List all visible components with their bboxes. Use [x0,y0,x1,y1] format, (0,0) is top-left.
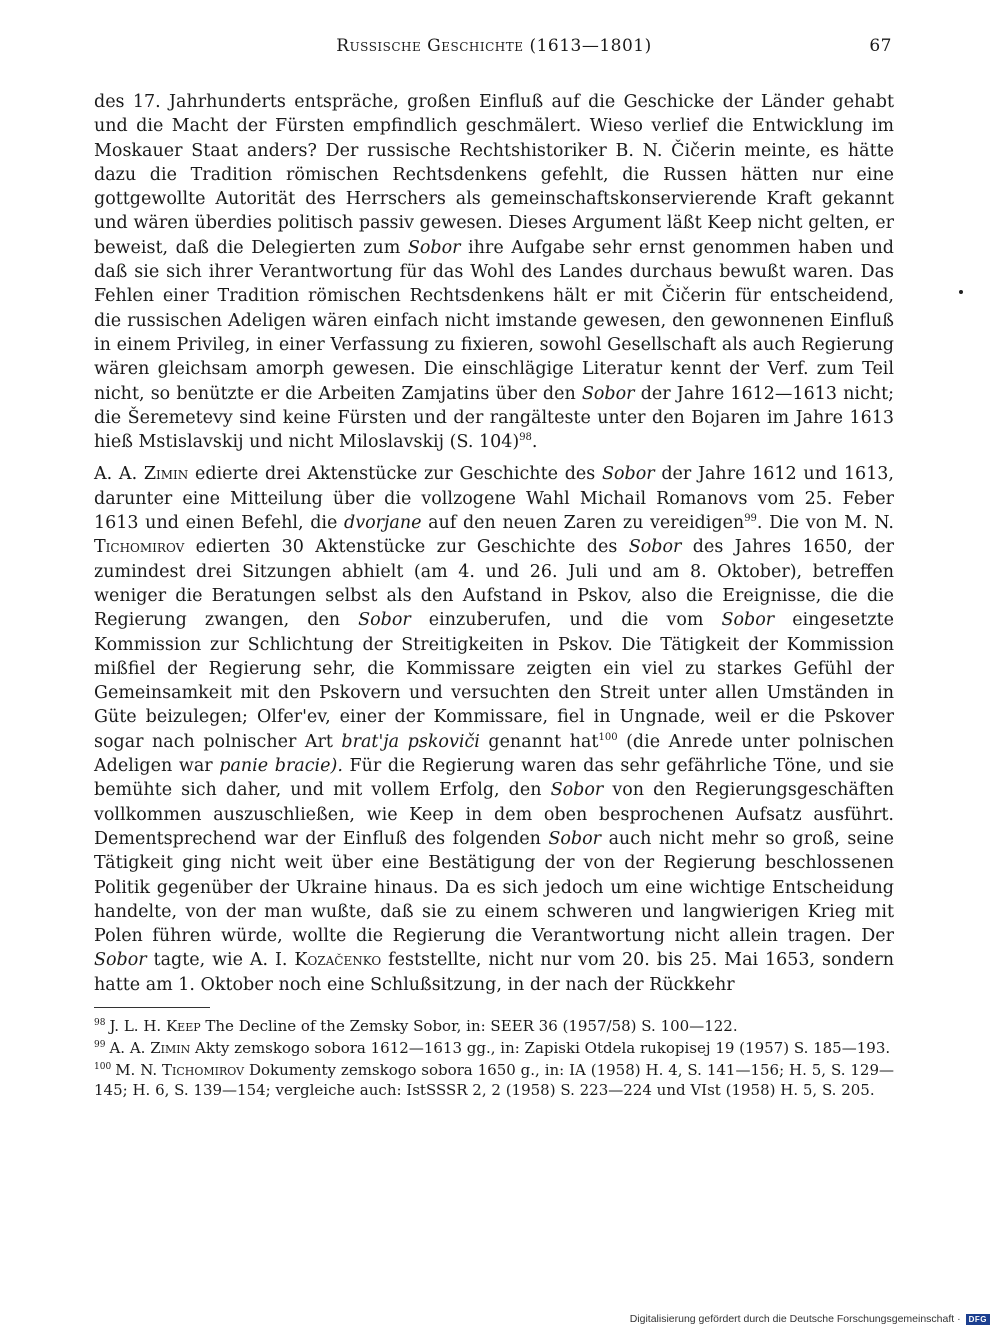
text-run: A. A. [94,464,144,485]
body-text [94,90,894,997]
italic-term: Sobor [628,537,682,558]
italic-term: brat'ja pskoviči [341,731,480,752]
footnote-text: M. N. [115,1060,163,1079]
text-run: eingesetzte Kommission zur Schlichtung der Streitigkeiten in Pskov. Die Tätigkeit der Kommission mißfiel der Regierung sehr, die Kommissare zeigten ein viel zu starkes Gefühl der Gemeinsamkeit mit den Pskovern und versuchten den Streit unter allen Umständen in Güte beizulegen; Olfer'ev, einer der Kommissare, fiel in Ungnade, weil er die Pskover sogar nach polnischer Art [94,610,894,752]
footnote-ref-100[interactable]: 100 [598,731,618,743]
text-run: edierten 30 Aktenstücke zur Geschichte des [184,537,629,558]
author-name: Zimin [143,464,189,485]
funding-notice [630,1313,990,1325]
text-run: auch nicht mehr so groß, seine Tätigkeit ging nicht weit über eine Bestätigung der von der Regierung beschlossenen Politik gegenüber der Ukraine hinaus. Da es sich jedoch um eine wichtige Entscheidung handelte, von der man wußte, daß sie zu einem schweren und langwierigen Krieg mit Polen führen würde, wollte die Regierung die Verantwortung nicht allein tragen. Der [94,828,894,947]
text-run: des 17. Jahrhunderts entspräche, großen Einfluß auf die Geschicke der Länder gehabt und die Macht der Fürsten empfindlich geschmälert. Wieso verlief die Entwicklung im Moskauer Staat anders? Der russische Rechtshistoriker B. N. Čičerin meinte, es hätte dazu die Tradition römischen Rechtsdenkens gefehlt, die Russen hätten nur eine gottgewollte Autorität des Herrschers als gemeinschaftskonservierende Kraft gekannt und wären überdies politisch passiv gewesen. Dieses Argument läßt Keep nicht gelten, er beweist, daß die Delegierten zum [94,92,894,258]
text-run: genannt hat [479,731,599,752]
text-run: der Jahre 1612 und 1613, darunter eine Mitteilung über die vollzogene Wahl Michail Romanovs vom 25. Feber 1613 und einen Befehl, die [94,464,894,534]
text-run: (die Anrede unter polnischen Adeligen war [94,731,894,777]
footnote-99 [94,1038,894,1058]
footnote-number: 100 [94,1061,112,1072]
italic-term: Sobor [407,237,461,258]
italic-term: Sobor [94,950,147,971]
footnote-ref-99[interactable]: 99 [744,513,757,525]
margin-mark [959,290,963,294]
footnotes [94,1016,894,1100]
italic-term: Sobor [548,828,602,849]
footnote-text: A. A. [109,1038,151,1057]
footnote-text: The Decline of the Zemsky Sobor, in: SEER 36 (1957/58) S. 100—122. [200,1016,738,1035]
text-run: . Die von M. N. [756,513,894,534]
footnote-number: 98 [94,1017,106,1028]
author-name: Keep [165,1016,201,1035]
text-run: einzuberufen, und die vom [410,610,722,631]
text-run: tagte, wie A. I. [146,950,295,971]
italic-term: Sobor [721,610,775,631]
funding-text: Digitalisierung gefördert durch die Deutsche Forschungsgemeinschaft · [629,1313,961,1325]
footnote-100 [94,1060,894,1100]
footnote-text: J. L. H. [109,1016,166,1035]
dfg-logo: DFG [966,1314,990,1325]
footnote-number: 99 [94,1039,106,1050]
author-name: Tichomirov [162,1060,245,1079]
text-run: des Jahres 1650, der zumindest drei Sitzungen abhielt (am 4. und 26. Juli und am 8. Oktober), betreffen weniger die Beratungen selbst als den Aufstand in Pskov, also die Ereignisse, die die Regierung zwangen, den [94,537,894,631]
italic-term: dvorjane [344,513,422,534]
text-run: auf den neuen Zaren zu vereidigen [421,513,745,534]
footnote-98 [94,1016,894,1036]
text-run: von den Regierungsgeschäften vollkommen auszuschließen, wie Keep in dem oben besprochenen Aufsatz ausführt. Dementsprechend war der Einfluß des folgenden [94,780,895,849]
footnote-text: Dokumenty zemskogo sobora 1650 g., in: IA (1958) H. 4, S. 141—156; H. 5, S. 129—145; H. 6, S. 139—154; vergleiche auch: IstSSSR 2, 2 (1958) S. 223—224 und VIst (1958) H. 5, S. 205. [94,1060,894,1099]
page-number: 67 [869,36,892,56]
text-run: Für die Regierung waren das sehr gefährliche Töne, und sie bemühte sich daher, und mit vollem Erfolg, den [94,756,894,801]
running-title: Russische Geschichte (1613—1801) [336,36,652,56]
italic-term: Sobor [550,780,604,801]
text-run: der Jahre 1612—1613 nicht; die Šeremetevy sind keine Fürsten und der rangälteste unter den Bojaren im Jahre 1613 hieß Mstislavskij und nicht Miloslavskij (S. 104) [94,383,894,453]
running-head [94,36,894,72]
text-run: feststellte, nicht nur vom 20. bis 25. Mai 1653, sondern hatte am 1. Oktober noch eine Schlußsitzung, in der nach der Rückkehr [94,950,894,995]
text-run: edierte drei Aktenstücke zur Geschichte des [188,464,602,485]
paragraph-1 [94,90,894,454]
paragraph-2 [94,462,894,997]
italic-term: Sobor [601,464,655,485]
italic-term: Sobor [581,383,635,404]
footnote-divider [94,1007,210,1008]
book-page [94,36,894,1102]
italic-term: panie bracie). [219,756,343,777]
text-run: . [531,432,538,453]
italic-term: Sobor [358,610,411,631]
text-run: ihre Aufgabe sehr ernst genommen haben und daß sie sich ihrer Verantwortung für das Wohl des Landes durchaus bewußt waren. Das Fehlen einer Tradition römischen Rechtsdenkens hält er mit Čičerin für entscheidend, die russischen Adeligen wären einfach nicht imstande gewesen, den gewonnenen Einfluß in einem Privileg, in einer Verfassung zu fixieren, sowohl Gesellschaft als auch Regierung wären gleichsam amorph gewesen. Die einschlägige Literatur kennt der Verf. zum Teil nicht, so benützte er die Arbeiten Zamjatins über den [94,237,894,404]
footnote-text: Akty zemskogo sobora 1612—1613 gg., in: Zapiski Otdela rukopisej 19 (1957) S. 185—193. [190,1038,891,1057]
footnote-ref-98[interactable]: 98 [519,432,532,444]
author-name: Tichomirov [94,537,185,558]
author-name: Zimin [150,1038,191,1057]
author-name: Kozačenko [294,950,382,971]
